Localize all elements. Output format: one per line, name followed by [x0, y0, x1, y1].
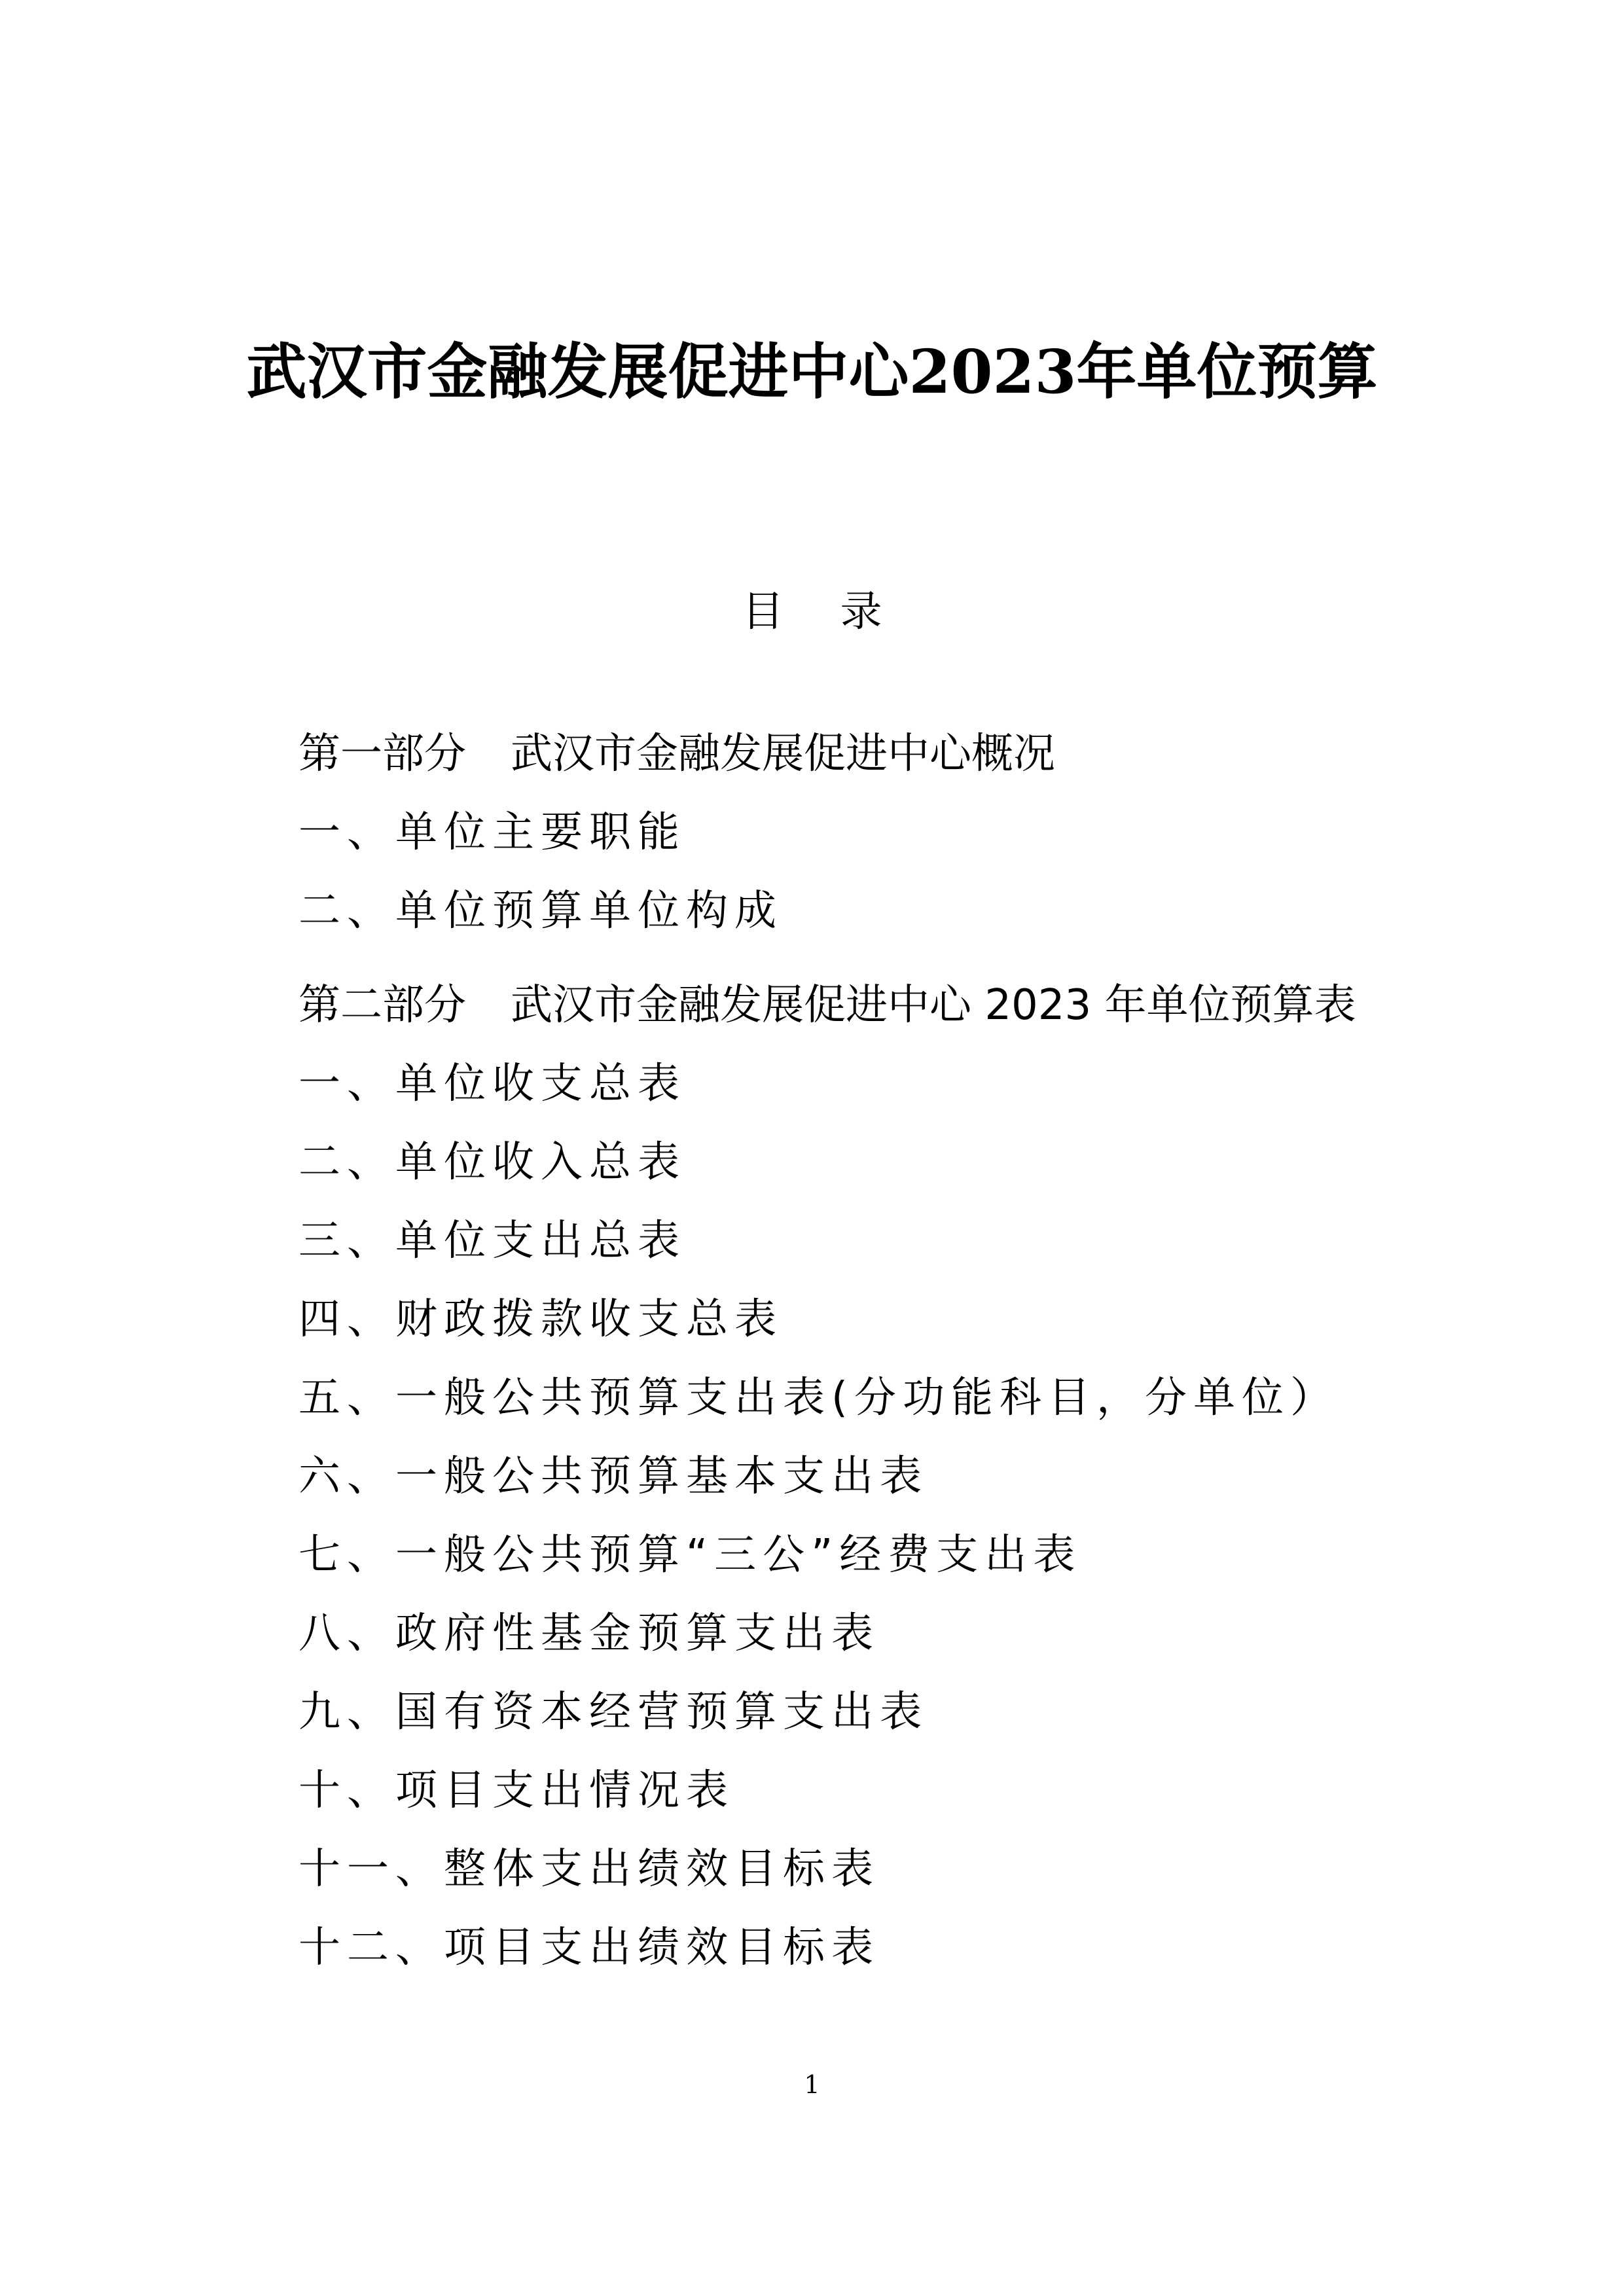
toc-item: 十一、整体支出绩效目标表: [298, 1845, 880, 1893]
toc-item: 二、单位预算单位构成: [298, 887, 783, 935]
toc-item: 一、单位主要职能: [298, 808, 686, 857]
toc-item: 三、单位支出总表: [298, 1217, 686, 1265]
toc-item: 二、单位收入总表: [298, 1138, 686, 1187]
toc-part-1-title: 武汉市金融发展促进中心概况: [511, 730, 1055, 778]
toc-item: 十、项目支出情况表: [298, 1767, 734, 1815]
toc-part-1: [298, 721, 1575, 787]
page-number: 1: [804, 2070, 820, 2099]
toc-item: 四、财政拨款收支总表: [298, 1295, 783, 1344]
table-of-contents: [298, 0, 1575, 2296]
toc-item: 八、政府性基金预算支出表: [298, 1609, 880, 1658]
toc-heading-char-2: 录: [840, 588, 882, 636]
toc-item: 六、一般公共预算基本支出表: [298, 1452, 928, 1501]
toc-item: 九、国有资本经营预算支出表: [298, 1688, 928, 1736]
toc-part-2: [298, 973, 1575, 1038]
toc-item: 七、一般公共预算“三公”经费支出表: [298, 1531, 1082, 1579]
toc-part-2-label: 第二部分: [298, 981, 466, 1030]
document-title: 武汉市金融发展促进中心2023年单位预算: [246, 336, 1378, 407]
toc-item: 一、单位收支总表: [298, 1060, 686, 1108]
toc-item: 五、一般公共预算支出表(分功能科目，分单位）: [298, 1374, 1339, 1422]
toc-heading-char-1: 目: [742, 588, 784, 636]
toc-part-1-label: 第一部分: [298, 730, 466, 778]
toc-part-2-title: 武汉市金融发展促进中心 2023 年单位预算表: [511, 981, 1356, 1030]
toc-item: 十二、项目支出绩效目标表: [298, 1924, 880, 1972]
